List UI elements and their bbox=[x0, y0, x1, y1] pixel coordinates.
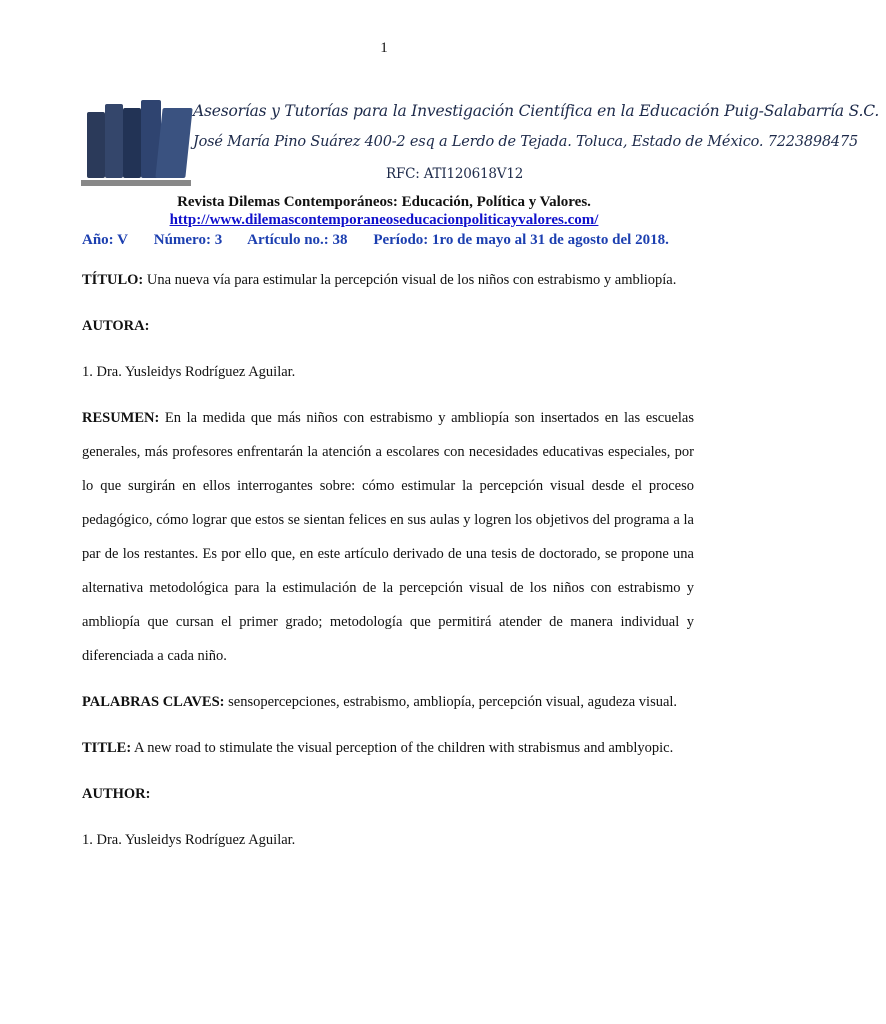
letterhead-address: José María Pino Suárez 400-2 esq a Lerdo de Tejada. Toluca, Estado de México. 7223898475 bbox=[193, 134, 858, 150]
palabras-text: sensopercepciones, estrabismo, ambliopía, percepción visual, agudeza visual. bbox=[228, 694, 678, 710]
issue-year: Año: V bbox=[82, 232, 128, 248]
issue-metadata bbox=[82, 232, 691, 249]
resumen-paragraph bbox=[82, 401, 694, 673]
journal-name: Revista Dilemas Contemporáneos: Educación, Política y Valores. bbox=[177, 194, 591, 210]
resumen-text: En la medida que más niños con estrabismo y ambliopía son insertados en las escuelas generales, más profesores enfrentarán la atención a escolares con necesidades educativas especiales, por lo que surgirán en ellos interrogantes sobre: cómo estimular la percepción visual desde el proceso pedagógico, cómo lograr que estos se sientan felices en sus aulas y logren los objetivos del programa a la par de los restantes. Es por ello que, en este artículo derivado de una tesis de doctorado, se propone una alternativa metodológica para la estimulación de la percepción visual de los niños con estrabismo y ambliopía que cursan el primer grado; metodología que permitirá atender de manera individual y diferenciada a cada niño. bbox=[82, 410, 694, 664]
resumen-label: RESUMEN: bbox=[82, 410, 160, 426]
journal-url-link[interactable]: http://www.dilemascontemporaneoseducacionpoliticayvalores.com/ bbox=[169, 212, 599, 228]
title-en-paragraph bbox=[82, 731, 694, 765]
title-en-text: A new road to stimulate the visual perception of the children with strabismus and amblyopic. bbox=[134, 740, 674, 756]
issue-period: Período: 1ro de mayo al 31 de agosto del 2018. bbox=[373, 232, 669, 248]
autora-heading: AUTORA: bbox=[82, 318, 150, 334]
palabras-label: PALABRAS CLAVES: bbox=[82, 694, 225, 710]
issue-number: Número: 3 bbox=[153, 232, 223, 248]
title-en-label: TITLE: bbox=[82, 740, 132, 756]
palabras-paragraph bbox=[82, 685, 694, 719]
article-number: Artículo no.: 38 bbox=[247, 232, 348, 248]
titulo-text: Una nueva vía para estimular la percepción visual de los niños con estrabismo y ambliopía. bbox=[146, 272, 677, 288]
books-logo bbox=[81, 92, 191, 188]
article-body bbox=[82, 263, 694, 869]
author-en-heading: AUTHOR: bbox=[82, 786, 151, 802]
letterhead bbox=[81, 92, 880, 192]
titulo-paragraph bbox=[82, 263, 694, 297]
titulo-label: TÍTULO: bbox=[82, 272, 144, 288]
letterhead-rfc: RFC: ATI120618V12 bbox=[386, 166, 524, 182]
autora-name: 1. Dra. Yusleidys Rodríguez Aguilar. bbox=[82, 364, 296, 380]
page-number: 1 bbox=[380, 40, 388, 56]
letterhead-company: Asesorías y Tutorías para la Investigación Científica en la Educación Puig-Salabarría S.C. bbox=[193, 102, 880, 120]
author-en-name: 1. Dra. Yusleidys Rodríguez Aguilar. bbox=[82, 832, 296, 848]
